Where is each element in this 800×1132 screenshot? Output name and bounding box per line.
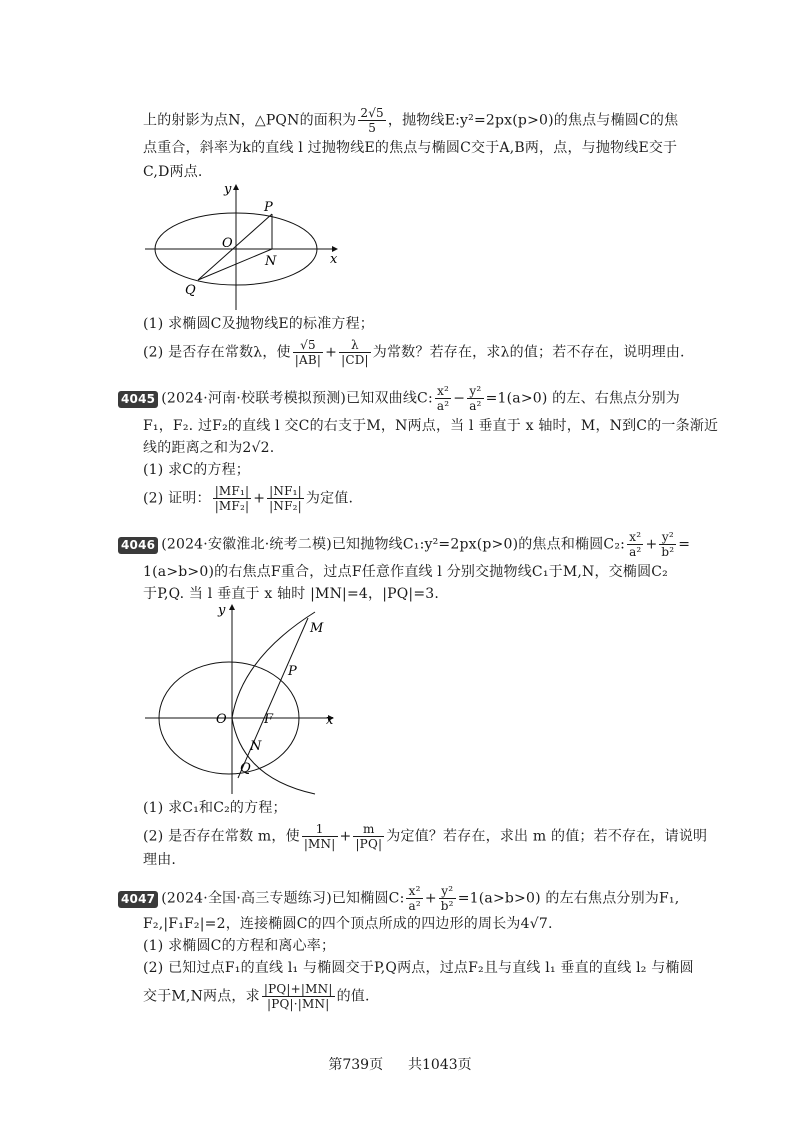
question-line: (1) 求椭圆C的方程和离心率；	[143, 938, 336, 954]
label-x: x	[330, 252, 338, 267]
ellipse-parabola-figure-2	[140, 598, 350, 796]
problem-number-badge: 4047	[118, 891, 158, 908]
fraction: $\frac{\text{y²}}{\text{a²}}$	[469, 384, 482, 413]
segment-qn	[198, 249, 272, 280]
question-line: 交于M,N两点，求 $\frac{|PQ|+|MN|}{|PQ|\cdot|MN|}$ 的值.	[143, 982, 370, 1011]
label-y: y	[224, 182, 232, 197]
fraction: $\frac{\text{y²}}{\text{b²}}$	[661, 530, 675, 559]
label-o: O	[216, 712, 227, 727]
question-line: (1) 求C₁和C₂的方程；	[143, 800, 287, 816]
label-n: N	[265, 254, 277, 269]
question-line: (2) 是否存在常数 m，使 $\frac{1}{|MN|}$ + $\frac{m}{|PQ|}$ 为定值？若存在，求出 m 的值；若不存在，请说明	[143, 822, 708, 851]
page-footer	[0, 1054, 800, 1074]
problem-4046-line: 4046 (2024·安徽淮北·统考二模)已知抛物线C₁:y²=2px(p>0)的焦点和椭圆C₂: $\frac{\text{x²}}{\text{a²}}$ + $\frac{\text{y²}}{\text{b²}}$ =	[118, 530, 690, 559]
question-line: (1) 求C的方程；	[143, 462, 250, 478]
fraction: $\frac{m}{|PQ|}$	[355, 822, 383, 851]
text-line: 线的距离之和为2√2.	[143, 440, 275, 456]
y-axis-arrow	[229, 604, 235, 610]
fraction: $\frac{\text{|MF₁|}}{\text{|MF₂|}}$	[214, 484, 250, 513]
text-line: 于P,Q. 当 l 垂直于 x 轴时 |MN|=4，|PQ|=3.	[143, 586, 440, 602]
label-n: N	[250, 739, 262, 754]
question-line: (2) 证明： $\frac{\text{|MF₁|}}{\text{|MF₂|}}$ + $\frac{\text{|NF₁|}}{\text{|NF₂|}}$ 为定值.	[143, 484, 354, 513]
label-q: Q	[240, 761, 251, 776]
problem-number-badge: 4046	[118, 537, 158, 554]
line-l	[238, 618, 308, 778]
question-line: (1) 求椭圆C及抛物线E的标准方程；	[143, 316, 375, 332]
page-number: 第739页	[328, 1057, 384, 1073]
label-o: O	[222, 236, 233, 251]
text-line: 点重合，斜率为k的直线 l 过抛物线E的焦点与椭圆C交于A,B两，点，与抛物线E交于	[143, 140, 678, 156]
problem-4047-line: 4047 (2024·全国·高三专题练习)已知椭圆C: $\frac{\text{x²}}{\text{a²}}$ + $\frac{\text{y²}}{\text{b²}}$ =1(a>b>0) 的左右焦点分别为F₁,	[118, 884, 679, 913]
fraction: $\frac{|PQ|+|MN|}{|PQ|\cdot|MN|}$	[263, 982, 333, 1011]
question-line: 理由.	[143, 852, 177, 868]
question-line: (2) 是否存在常数λ，使 $\frac{√5}{|AB|}$ + $\frac{\lambda}{|CD|}$ 为常数？若存在，求λ的值；若不存在，说明理由.	[143, 338, 685, 367]
fraction: $\frac{2√5}{5}$	[360, 106, 384, 135]
fraction: $\frac{√5}{|AB|}$	[294, 338, 322, 367]
label-x: x	[326, 713, 334, 728]
fraction: $\frac{\text{x²}}{\text{a²}}$	[408, 884, 421, 913]
label-p: P	[264, 200, 273, 215]
label-q: Q	[185, 283, 196, 298]
label-m: M	[310, 621, 324, 636]
ellipse-figure-1	[140, 176, 350, 316]
total-pages: 共1043页	[408, 1057, 472, 1073]
question-line: (2) 已知过点F₁的直线 l₁ 与椭圆交于P,Q两点，过点F₂且与直线 l₁ 垂直的直线 l₂ 与椭圆	[143, 960, 694, 976]
label-f: F	[264, 712, 274, 727]
label-y: y	[218, 603, 226, 618]
text-line: 1(a>b>0)的右焦点F重合，过点F任意作直线 l 分别交抛物线C₁于M,N，交椭圆C₂	[143, 564, 668, 580]
text-line: 上的射影为点N，△PQN的面积为 $\frac{2√5}{5}$ ，抛物线E:y²=2px(p>0)的焦点与椭圆C的焦	[143, 106, 679, 135]
label-p: P	[288, 664, 297, 679]
text-line: F₂,|F₁F₂|=2，连接椭圆C的四个顶点所成的四边形的周长为4√7.	[143, 916, 553, 932]
y-axis-arrow	[233, 184, 239, 190]
segment-pq	[198, 214, 272, 280]
problem-4045-line: 4045 (2024·河南·校联考模拟预测)已知双曲线C: $\frac{\text{x²}}{\text{a²}}$ − $\frac{\text{y²}}{\text{a²}}$ =1(a>0) 的左、右焦点分别为	[118, 384, 680, 413]
text-line: C,D两点.	[143, 164, 203, 180]
fraction: $\frac{\lambda}{|CD|}$	[341, 338, 369, 367]
problem-number-badge: 4045	[118, 391, 158, 408]
text-line: F₁，F₂. 过F₂的直线 l 交C的右支于M，N两点，当 l 垂直于 x 轴时，M，N到C的一条渐近	[143, 418, 719, 434]
fraction: $\frac{\text{y²}}{\text{b²}}$	[440, 884, 454, 913]
fraction: $\frac{\text{x²}}{\text{a²}}$	[436, 384, 450, 413]
fraction: $\frac{\text{x²}}{\text{a²}}$	[629, 530, 642, 559]
fraction: $\frac{\text{|NF₁|}}{\text{|NF₂|}}$	[269, 484, 302, 513]
fraction: $\frac{1}{|MN|}$	[303, 822, 336, 851]
